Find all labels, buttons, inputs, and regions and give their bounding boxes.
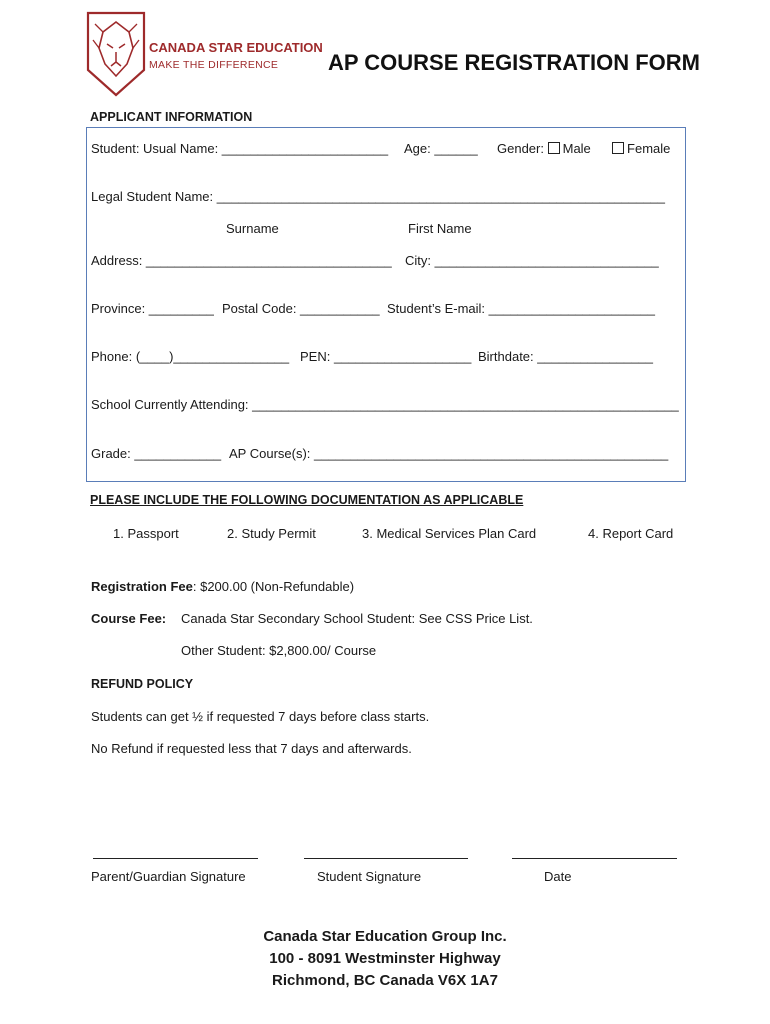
course-fee-css: Canada Star Secondary School Student: See CSS Price List. bbox=[181, 611, 533, 626]
male-checkbox[interactable] bbox=[548, 142, 560, 154]
doc-item-passport: 1. Passport bbox=[113, 526, 179, 541]
postal-code-field[interactable]: Postal Code: ___________ bbox=[222, 301, 380, 316]
doc-item-report-card: 4. Report Card bbox=[588, 526, 674, 541]
phone-field[interactable]: Phone: (____)________________ bbox=[91, 349, 290, 364]
date-label: Date bbox=[544, 869, 572, 884]
address-field[interactable]: Address: __________________________________ bbox=[91, 253, 392, 268]
first-name-label: First Name bbox=[408, 221, 472, 236]
birthdate-field[interactable]: Birthdate: ________________ bbox=[478, 349, 653, 364]
doc-item-study-permit: 2. Study Permit bbox=[227, 526, 316, 541]
female-checkbox[interactable] bbox=[612, 142, 624, 154]
footer-company: Canada Star Education Group Inc. bbox=[263, 928, 507, 945]
surname-label: Surname bbox=[226, 221, 279, 236]
doc-item-msp-card: 3. Medical Services Plan Card bbox=[362, 526, 537, 541]
footer-address-2: Richmond, BC Canada V6X 1A7 bbox=[272, 972, 498, 989]
student-signature-label: Student Signature bbox=[317, 869, 422, 884]
parent-signature-line[interactable] bbox=[93, 858, 258, 859]
refund-line-1: Students can get ½ if requested 7 days before class starts. bbox=[91, 709, 430, 724]
pen-field[interactable]: PEN: ___________________ bbox=[300, 349, 472, 364]
date-signature-line[interactable] bbox=[512, 858, 677, 859]
parent-signature-label: Parent/Guardian Signature bbox=[91, 869, 246, 884]
ap-courses-field[interactable]: AP Course(s): _________________________________________________ bbox=[229, 446, 669, 461]
brand-name: CANADA STAR EDUCATION bbox=[149, 40, 323, 55]
male-label: Male bbox=[562, 141, 591, 156]
course-fee-label: Course Fee: bbox=[91, 611, 167, 626]
female-label: Female bbox=[627, 141, 671, 156]
grade-field[interactable]: Grade: ____________ bbox=[91, 446, 222, 461]
registration-fee-label: Registration Fee bbox=[91, 579, 193, 594]
gender-group bbox=[497, 141, 670, 156]
form-title: AP COURSE REGISTRATION FORM bbox=[328, 50, 700, 75]
email-field[interactable]: Student’s E-mail: _______________________ bbox=[387, 301, 655, 316]
legal-name-field[interactable]: Legal Student Name: ______________________________________________________________ bbox=[91, 189, 666, 204]
usual-name-field[interactable]: Student: Usual Name: _______________________ bbox=[91, 141, 389, 156]
province-field[interactable]: Province: _________ bbox=[91, 301, 214, 316]
gender-label: Gender: bbox=[497, 141, 544, 156]
registration-fee bbox=[91, 579, 354, 594]
student-signature-line[interactable] bbox=[304, 858, 468, 859]
course-fee-other: Other Student: $2,800.00/ Course bbox=[181, 643, 377, 658]
city-field[interactable]: City: _______________________________ bbox=[405, 253, 659, 268]
documentation-heading: PLEASE INCLUDE THE FOLLOWING DOCUMENTATION AS APPLICABLE bbox=[90, 493, 524, 507]
footer-address-1: 100 - 8091 Westminster Highway bbox=[269, 950, 501, 967]
refund-line-2: No Refund if requested less that 7 days and afterwards. bbox=[91, 741, 412, 756]
applicant-info-heading: APPLICANT INFORMATION bbox=[90, 110, 253, 124]
registration-fee-value: : $200.00 (Non-Refundable) bbox=[192, 579, 355, 594]
brand-tagline: MAKE THE DIFFERENCE bbox=[149, 59, 279, 71]
lion-shield-logo bbox=[85, 10, 147, 98]
age-field[interactable]: Age: ______ bbox=[404, 141, 478, 156]
school-field[interactable]: School Currently Attending: ___________________________________________________________ bbox=[91, 397, 679, 412]
refund-heading: REFUND POLICY bbox=[91, 677, 194, 691]
